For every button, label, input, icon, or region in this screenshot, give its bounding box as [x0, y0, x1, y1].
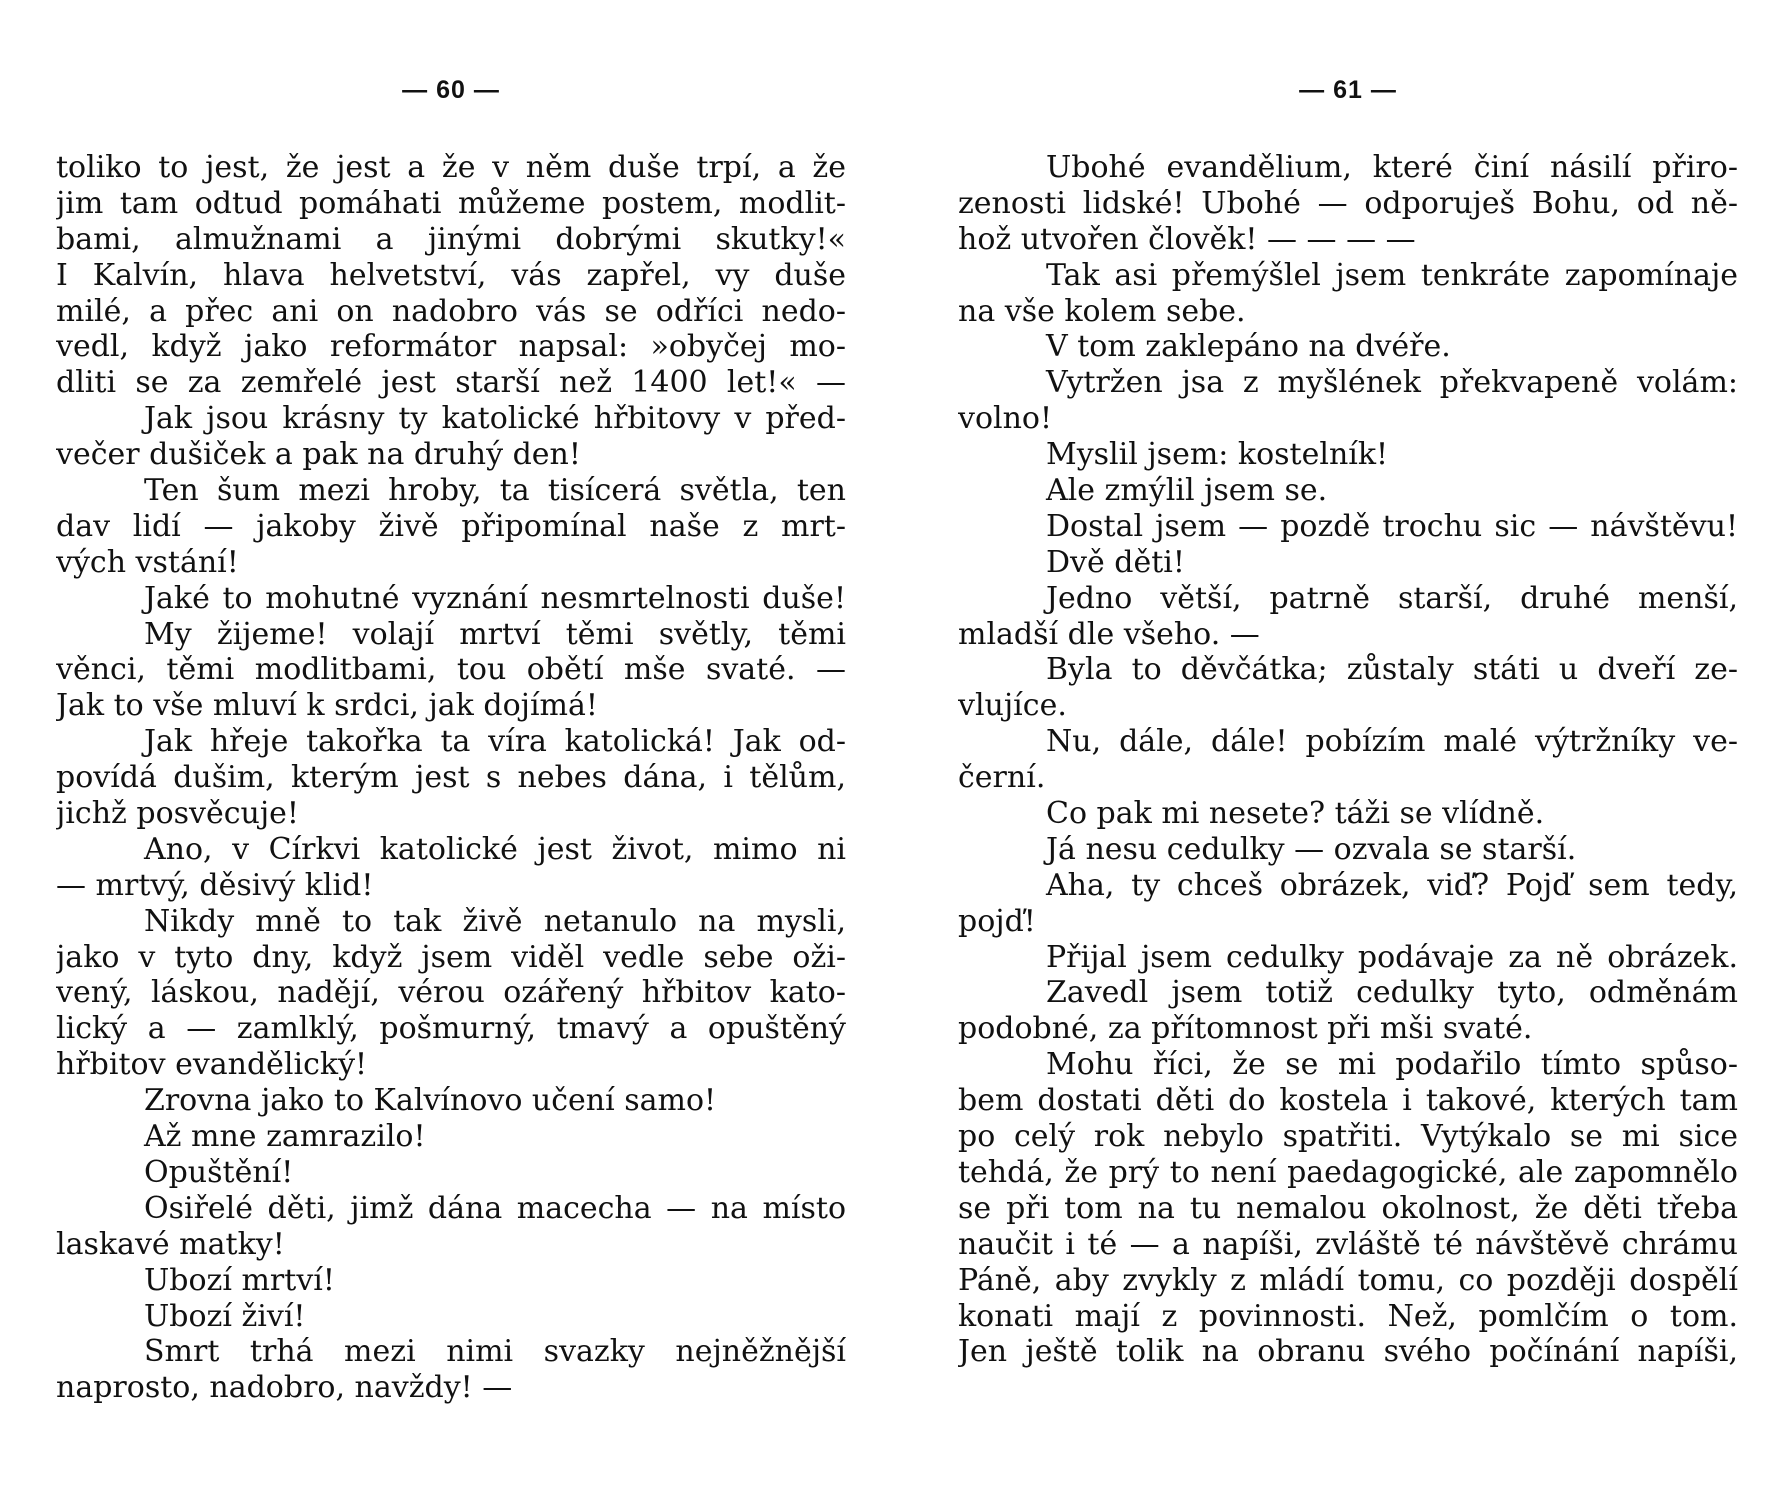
text-line: Ale zmýlil jsem se.: [1046, 473, 1328, 509]
text-line: věnci, těmi modlitbami, tou obětí mše svaté. —: [56, 652, 846, 688]
text-line: Já nesu cedulky — ozvala se starší.: [1046, 831, 1577, 867]
text-line: naprosto, nadobro, navždy! —: [56, 1370, 513, 1406]
text-line: Dostal jsem — pozdě trochu sic — návštěvu!: [1046, 508, 1738, 544]
text-line: Opuštění!: [144, 1154, 294, 1190]
text-line: Přijal jsem cedulky podávaje za ně obrázek.: [1046, 939, 1738, 975]
text-line: Jen ještě tolik na obranu svého počínání napíši,: [958, 1334, 1738, 1370]
text-line: Jak jsou krásny ty katolické hřbitovy v před-: [144, 401, 846, 437]
text-line: černí.: [958, 760, 1046, 796]
text-line: tehdá, že prý to není paedagogické, ale zapomnělo: [958, 1154, 1738, 1190]
text-line: Ubozí mrtví!: [144, 1262, 335, 1298]
text-line: Myslil jsem: kostelník!: [1046, 437, 1389, 473]
text-line: se při tom na tu nemalou okolnost, že děti třeba: [958, 1190, 1738, 1226]
text-line: jichž posvěcuje!: [56, 796, 299, 832]
text-line: jim tam odtud pomáhati můžeme postem, modlit-: [56, 185, 846, 221]
text-line: — mrtvý, děsivý klid!: [56, 867, 374, 903]
text-line: vlujíce.: [958, 688, 1067, 724]
text-line: hřbitov evandělický!: [56, 1047, 368, 1083]
text-line: vých vstání!: [56, 544, 239, 580]
text-line: Osiřelé děti, jimž dána macecha — na místo: [144, 1190, 846, 1226]
text-line: po celý rok nebylo spatřiti. Vytýkalo se mi sice: [958, 1119, 1738, 1155]
right-page: [958, 0, 1738, 1500]
text-line: večer dušiček a pak na druhý den!: [56, 437, 581, 473]
text-line: pojď!: [958, 903, 1036, 939]
text-line: Ten šum mezi hroby, ta tisícerá světla, ten: [144, 473, 846, 509]
text-line: zenosti lidské! Ubohé — odporuješ Bohu, od ně-: [958, 185, 1738, 221]
text-line: bami, almužnami a jinými dobrými skutky!«: [56, 221, 846, 257]
text-line: Dvě děti!: [1046, 544, 1185, 580]
text-line: volno!: [958, 401, 1053, 437]
text-line: laskavé matky!: [56, 1226, 285, 1262]
text-line: Nu, dále, dále! pobízím malé výtržníky ve-: [1046, 724, 1738, 760]
text-line: I Kalvín, hlava helvetství, vás zapřel, vy duše: [56, 257, 846, 293]
text-line: Ano, v Církvi katolické jest život, mimo ni: [144, 831, 846, 867]
text-line: V tom zaklepáno na dvéře.: [1046, 329, 1451, 365]
text-line: dliti se za zemřelé jest starší než 1400 let!« —: [56, 365, 846, 401]
text-line: Byla to děvčátka; zůstaly státi u dveří ze-: [1046, 652, 1738, 688]
text-line: My žijeme! volají mrtví těmi světly, těmi: [144, 616, 846, 652]
text-line: Smrt trhá mezi nimi svazky nejněžnější: [144, 1334, 846, 1370]
text-line: Jedno větší, patrně starší, druhé menší,: [1046, 580, 1738, 616]
text-line: dav lidí — jakoby živě připomínal naše z mrt-: [56, 508, 846, 544]
text-line: Vytržen jsa z myšlének překvapeně volám:: [1046, 365, 1738, 401]
text-line: konati mají z povinnosti. Než, pomlčím o tom.: [958, 1298, 1738, 1334]
text-line: Tak asi přemýšlel jsem tenkráte zapomínaje: [1046, 257, 1738, 293]
text-line: Až mne zamrazilo!: [144, 1119, 426, 1155]
text-line: Ubozí živí!: [144, 1298, 306, 1334]
text-line: bem dostati děti do kostela i takové, kterých tam: [958, 1083, 1738, 1119]
text-line: vený, láskou, nadějí, vérou ozářený hřbitov kato-: [56, 975, 846, 1011]
text-line: Zrovna jako to Kalvínovo učení samo!: [144, 1083, 717, 1119]
text-line: Jak hřeje takořka ta víra katolická! Jak od-: [144, 724, 846, 760]
text-line: podobné, za přítomnost při mši svaté.: [958, 1011, 1533, 1047]
page-number-right: — 61 —: [1299, 76, 1397, 104]
right-page-text: [958, 150, 1738, 1370]
left-page: [56, 0, 846, 1500]
text-line: na vše kolem sebe.: [958, 293, 1246, 329]
text-line: vedl, když jako reformátor napsal: »obyčej mo-: [56, 329, 846, 365]
page-number-left: — 60 —: [402, 76, 500, 104]
text-line: mladší dle všeho. —: [958, 616, 1260, 652]
text-line: lický a — zamlklý, pošmurný, tmavý a opuštěný: [56, 1011, 846, 1047]
text-line: Jaké to mohutné vyznání nesmrtelnosti duše!: [144, 580, 846, 616]
text-line: Ubohé evandělium, které činí násilí přiro-: [1046, 150, 1738, 185]
text-line: Páně, aby zvykly z mládí tomu, co později dospělí: [958, 1262, 1738, 1298]
text-line: povídá dušim, kterým jest s nebes dána, i tělům,: [56, 760, 846, 796]
text-line: Nikdy mně to tak živě netanulo na mysli,: [144, 903, 846, 939]
text-line: Zavedl jsem totiž cedulky tyto, odměnám: [1046, 975, 1738, 1011]
text-line: Aha, ty chceš obrázek, viď? Pojď sem tedy,: [1046, 867, 1738, 903]
left-page-text: [56, 150, 846, 1406]
text-line: jako v tyto dny, když jsem viděl vedle sebe oži-: [56, 939, 846, 975]
text-line: Jak to vše mluví k srdci, jak dojímá!: [56, 688, 598, 724]
text-line: hož utvořen člověk! — — — —: [958, 221, 1416, 257]
text-line: milé, a přec ani on nadobro vás se odříci nedo-: [56, 293, 846, 329]
text-line: Co pak mi nesete? táži se vlídně.: [1046, 796, 1545, 832]
text-line: naučit i té — a napíši, zvláště té návštěvě chrámu: [958, 1226, 1738, 1262]
text-line: Mohu říci, že se mi podařilo tímto spůso-: [1046, 1047, 1738, 1083]
text-line: toliko to jest, že jest a že v něm duše trpí, a že: [56, 150, 846, 185]
